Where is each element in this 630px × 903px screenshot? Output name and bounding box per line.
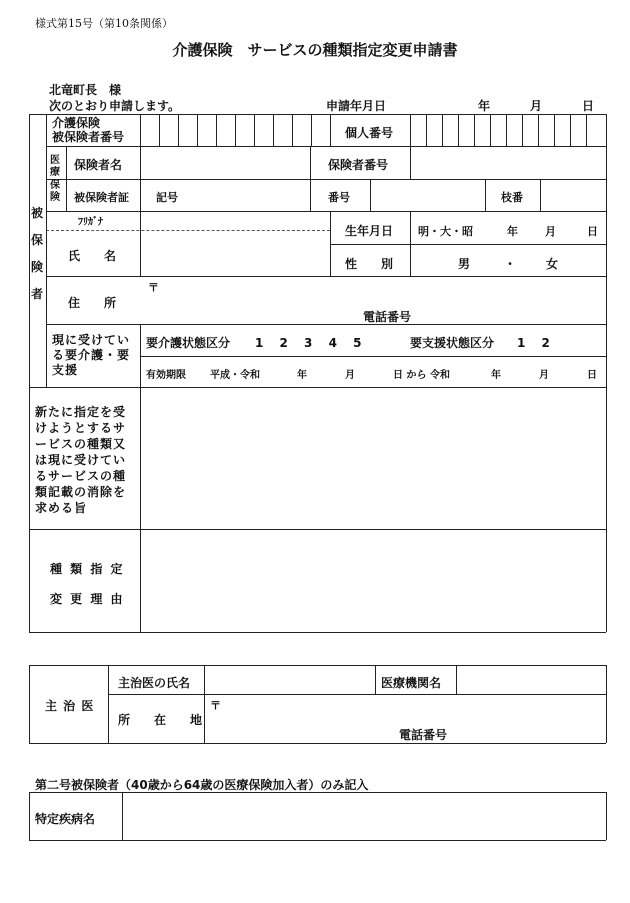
insured-side-label-3: 険 <box>31 260 44 274</box>
addressee: 北竜町長 様 <box>49 83 122 97</box>
female-option: 女 <box>546 257 559 271</box>
apply-year-label: 年 <box>478 99 491 113</box>
number-label: 番号 <box>328 191 350 204</box>
form-number: 様式第15号（第10条関係） <box>35 17 173 30</box>
apply-day-label: 日 <box>582 99 595 113</box>
doctor-location-label: 所 在 地 <box>118 713 203 727</box>
validity-day2: 日 <box>587 370 597 381</box>
insurer-name-label: 保険者名 <box>74 158 123 172</box>
male-option: 男 <box>458 257 471 271</box>
medical-label-4: 険 <box>50 192 60 203</box>
birth-month-label: 月 <box>545 225 556 238</box>
sex-label: 性 別 <box>345 257 394 271</box>
doctor-name-label: 主治医の氏名 <box>118 676 191 690</box>
doctor-phone-label: 電話番号 <box>399 728 448 742</box>
reason-label-2: 変 更 理 由 <box>50 592 125 606</box>
support-level-label: 要支援状態区分 <box>410 336 495 350</box>
birth-day-label: 日 <box>587 225 598 238</box>
birth-year-label: 年 <box>507 225 518 238</box>
validity-month2: 月 <box>539 370 549 381</box>
medical-institution-label: 医療機関名 <box>381 676 442 690</box>
name-label: 氏 名 <box>68 249 117 263</box>
insurer-number-label: 保険者番号 <box>328 158 389 172</box>
reason-label-1: 種 類 指 定 <box>50 562 125 576</box>
medical-label-3: 保 <box>50 180 60 191</box>
validity-year2: 年 <box>491 370 501 381</box>
symbol-label: 記号 <box>156 191 178 204</box>
validity-month: 月 <box>345 370 355 381</box>
postal-mark: 〒 <box>148 281 159 294</box>
phone-label: 電話番号 <box>363 310 412 324</box>
care-level-options: 1 2 3 4 5 <box>255 336 362 350</box>
second-insured-note: 第二号被保険者（40歳から64歳の医療保険加入者）のみ記入 <box>35 778 369 792</box>
page-title: 介護保険 サービスの種類指定変更申請書 <box>172 41 458 59</box>
validity-era: 平成・令和 <box>210 370 260 381</box>
apply-date-label: 申請年月日 <box>326 99 387 113</box>
insured-side-label-2: 保 <box>31 233 44 247</box>
birth-date-label: 生年月日 <box>345 224 394 238</box>
medical-label-2: 療 <box>50 167 60 178</box>
care-level-label: 要介護状態区分 <box>146 336 231 350</box>
furigana-label: ﾌﾘｶﾞﾅ <box>78 217 103 228</box>
insured-number-label: 介護保険 被保険者番号 <box>52 116 125 144</box>
personal-number-label: 個人番号 <box>345 126 394 140</box>
insured-side-label-1: 被 <box>31 206 44 220</box>
era-label: 明・大・昭 <box>418 225 473 238</box>
doctor-section-label: 主 治 医 <box>45 699 95 713</box>
support-level-options: 1 2 <box>517 336 550 350</box>
new-service-label: 新たに指定を受けようとするサービスの種類又は現に受けているサービスの種類記載の消除を求める旨 <box>35 405 127 515</box>
medical-label-1: 医 <box>50 155 60 166</box>
specific-disease-label: 特定疾病名 <box>35 812 96 826</box>
insured-side-label-4: 者 <box>31 287 44 301</box>
validity-from: 日 から 令和 <box>393 370 450 381</box>
validity-year: 年 <box>297 370 307 381</box>
apply-month-label: 月 <box>530 99 543 113</box>
doctor-postal-mark: 〒 <box>210 699 221 712</box>
address-label: 住 所 <box>68 296 117 310</box>
validity-label: 有効期限 <box>146 370 186 381</box>
card-label: 被保険者証 <box>74 191 129 204</box>
current-care-label: 現に受けている要介護・要支援 <box>52 333 131 377</box>
branch-label: 枝番 <box>501 191 523 204</box>
intro-text: 次のとおり申請します。 <box>49 99 181 113</box>
sex-separator: ・ <box>504 257 517 271</box>
